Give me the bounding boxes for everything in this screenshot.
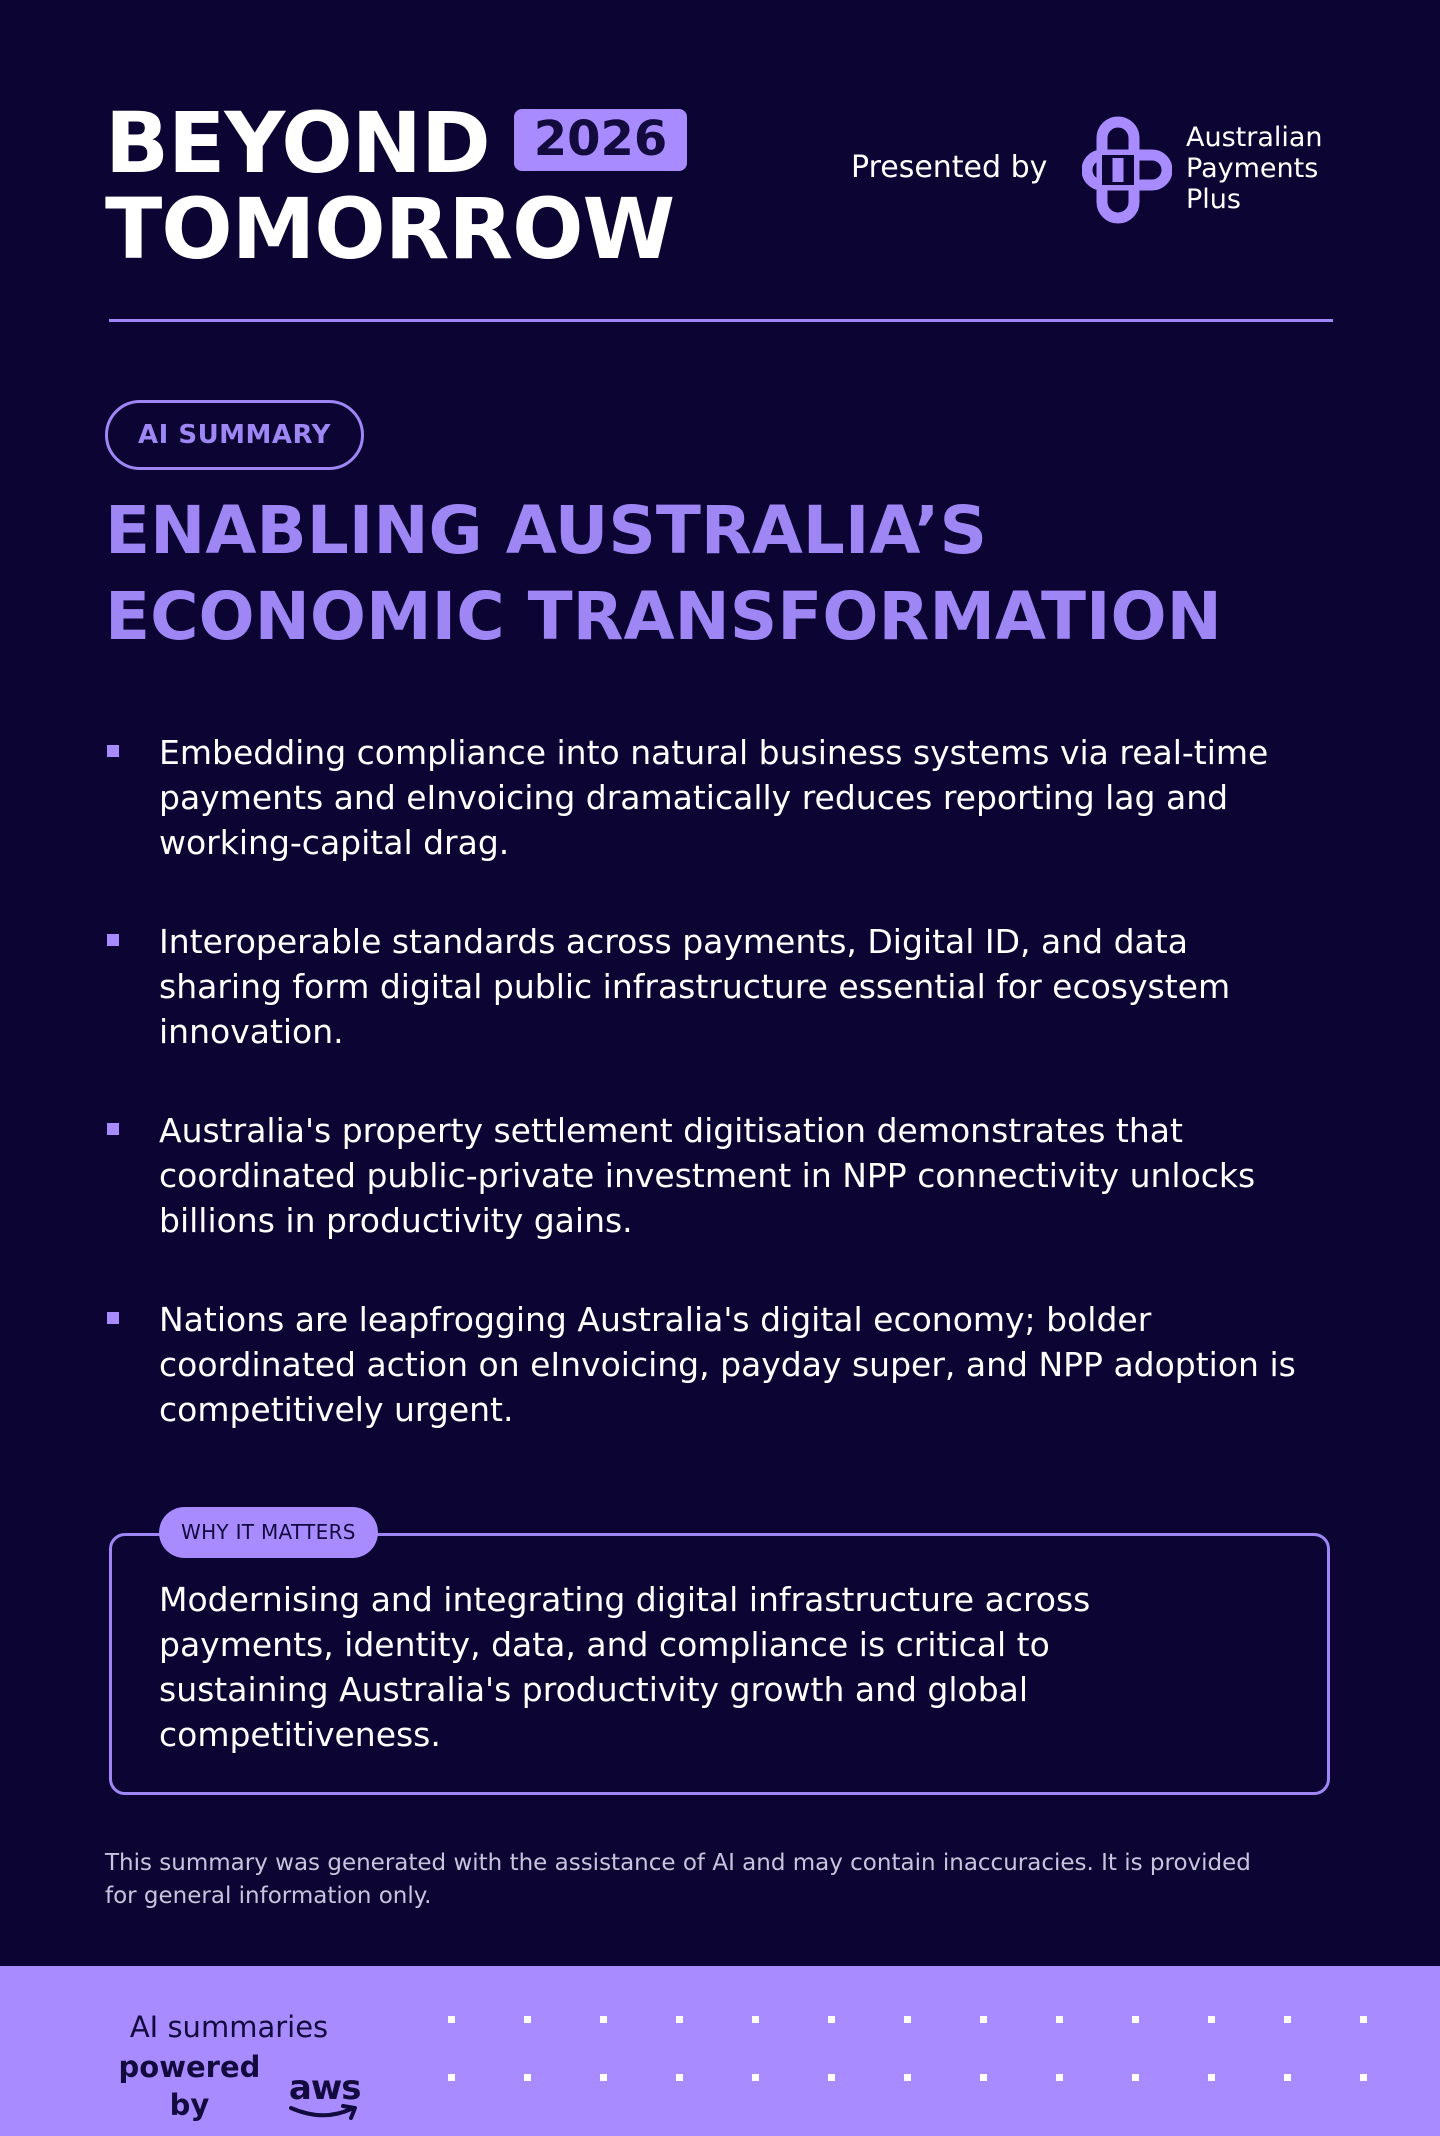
decorative-dot [1132, 2016, 1139, 2023]
logo-text-line: Plus [1186, 184, 1241, 215]
why-it-matters-tag: WHY IT MATTERS [159, 1507, 378, 1558]
presented-by-label: Presented by [851, 150, 1048, 185]
bullet-line: sharing form digital public infrastructure essential for ecosystem [159, 967, 1231, 1006]
summary-bullet [105, 1108, 1345, 1243]
powered-by-aws [100, 2008, 361, 2124]
square-bullet-icon [107, 1312, 119, 1324]
summary-heading-line2: ECONOMIC TRANSFORMATION [105, 578, 1222, 655]
bullet-line: Australia's property settlement digitisation demonstrates that [159, 1111, 1183, 1150]
why-line: competitiveness. [159, 1715, 441, 1754]
ap-plus-logo-icon [1082, 116, 1172, 224]
summary-bullet [105, 919, 1345, 1054]
decorative-dot [600, 2016, 607, 2023]
disclaimer-line: for general information only. [105, 1883, 432, 1909]
header [105, 94, 1333, 280]
ai-summary-tag: AI SUMMARY [105, 400, 364, 470]
decorative-dot [448, 2074, 455, 2081]
decorative-dot [1208, 2074, 1215, 2081]
decorative-dot [828, 2016, 835, 2023]
powered-line1: AI summaries [129, 2010, 329, 2044]
bullet-line: working-capital drag. [159, 823, 510, 862]
disclaimer-line: This summary was generated with the assistance of AI and may contain inaccuracies. It is provided [105, 1850, 1251, 1876]
decorative-dot [980, 2016, 987, 2023]
bullet-line: coordinated public-private investment in NPP connectivity unlocks [159, 1156, 1256, 1195]
square-bullet-icon [107, 745, 119, 757]
decorative-dot [980, 2074, 987, 2081]
powered-line2 [100, 2048, 361, 2124]
decorative-dot [828, 2074, 835, 2081]
logo-text-line: Australian [1186, 122, 1323, 153]
square-bullet-icon [107, 934, 119, 946]
bullet-line: Embedding compliance into natural business systems via real-time [159, 733, 1269, 772]
bullet-line: Interoperable standards across payments, Digital ID, and data [159, 922, 1188, 961]
aws-logo [288, 2068, 361, 2124]
decorative-dot [752, 2074, 759, 2081]
summary-heading [105, 488, 1345, 660]
decorative-dot [524, 2016, 531, 2023]
ai-disclaimer [105, 1847, 1345, 1913]
decorative-dot [600, 2074, 607, 2081]
aws-wordmark: aws [288, 2068, 361, 2108]
decorative-dot [676, 2016, 683, 2023]
square-bullet-icon [107, 1123, 119, 1135]
powered-by-label: powered by [118, 2050, 261, 2122]
summary-bullet [105, 730, 1345, 865]
decorative-dot [1284, 2074, 1291, 2081]
bullet-line: coordinated action on eInvoicing, payday super, and NPP adoption is [159, 1345, 1296, 1384]
decorative-dot [1132, 2074, 1139, 2081]
decorative-dot [904, 2016, 911, 2023]
decorative-dot [904, 2074, 911, 2081]
decorative-dot [676, 2074, 683, 2081]
header-divider [109, 319, 1333, 322]
summary-heading-line1: ENABLING AUSTRALIA’S [105, 492, 988, 569]
event-title [105, 94, 687, 278]
logo-text-line: Payments [1186, 153, 1319, 184]
decorative-dot [448, 2016, 455, 2023]
decorative-dot-grid [448, 2016, 1378, 2086]
decorative-dot [1056, 2016, 1063, 2023]
event-title-line1: BEYOND [105, 94, 490, 192]
decorative-dot [1056, 2074, 1063, 2081]
decorative-dot [1360, 2016, 1367, 2023]
event-title-line2: TOMORROW [105, 180, 675, 278]
why-line: sustaining Australia's productivity growth and global [159, 1670, 1029, 1709]
year-badge: 2026 [514, 109, 688, 171]
why-line: Modernising and integrating digital infrastructure across [159, 1580, 1091, 1619]
decorative-dot [524, 2074, 531, 2081]
bullet-line: Nations are leapfrogging Australia's digital economy; bolder [159, 1300, 1152, 1339]
bullet-line: payments and eInvoicing dramatically reduces reporting lag and [159, 778, 1229, 817]
summary-bullet [105, 1297, 1345, 1432]
app-logo-wordmark [1186, 122, 1323, 215]
decorative-dot [1208, 2016, 1215, 2023]
bullet-line: billions in productivity gains. [159, 1201, 633, 1240]
bullet-line: competitively urgent. [159, 1390, 514, 1429]
decorative-dot [752, 2016, 759, 2023]
decorative-dot [1284, 2016, 1291, 2023]
bullet-line: innovation. [159, 1012, 344, 1051]
summary-bullets [105, 730, 1345, 1486]
why-it-matters-text [159, 1577, 1159, 1757]
footer [0, 1966, 1440, 2136]
aws-smile-arrow-icon [289, 2104, 361, 2122]
why-line: payments, identity, data, and compliance is critical to [159, 1625, 1050, 1664]
decorative-dot [1360, 2074, 1367, 2081]
